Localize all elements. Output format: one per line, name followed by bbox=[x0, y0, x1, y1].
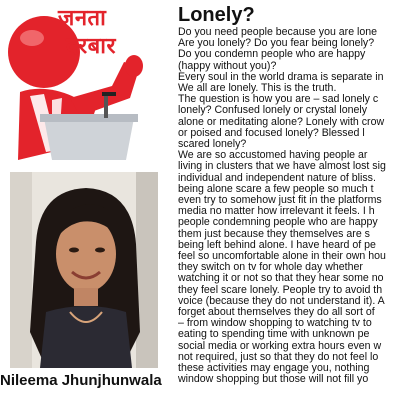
body-line: these activities may engage you, nothing bbox=[178, 362, 370, 375]
body-line: Do you condemn people who are happy bbox=[178, 48, 366, 61]
article-headline: Lonely? bbox=[178, 4, 255, 26]
body-line: Do you need people because you are lone bbox=[178, 26, 378, 38]
body-line: or poised and focused lonely? Blessed l bbox=[178, 126, 365, 139]
body-line: eating to spending time with unknown pe bbox=[178, 328, 370, 341]
body-line: they switch on tv for whole day whether bbox=[178, 261, 363, 274]
body-line: even try to somehow just fit in the platforms bbox=[178, 194, 382, 207]
article-body bbox=[178, 27, 400, 386]
body-line: being left behind alone. I have heard of pe bbox=[178, 238, 376, 251]
masthead-title-line2: दरबार bbox=[66, 34, 116, 59]
body-line: scared lonely? bbox=[178, 138, 247, 151]
article bbox=[178, 4, 400, 400]
masthead bbox=[0, 0, 165, 165]
author-byline: Nileema Jhunjhunwala bbox=[0, 372, 162, 389]
body-line: not required, just so that they do not feel lo bbox=[178, 350, 379, 363]
body-line: alone or meditating alone? Lonely with crow bbox=[178, 115, 385, 128]
body-line: We are so accustomed having people ar bbox=[178, 149, 368, 162]
body-line: voice (because they do not understand it). A bbox=[178, 294, 385, 307]
body-line: We all are lonely. This is the truth. bbox=[178, 82, 337, 95]
body-line: Are you lonely? Do you fear being lonely? bbox=[178, 37, 375, 50]
body-line: window shopping but those will not fill yo bbox=[178, 373, 369, 386]
body-line: them just because they themselves are s bbox=[178, 227, 370, 240]
body-line: social media or working extra hours even w bbox=[178, 339, 382, 352]
body-line: – from window shopping to watching tv to bbox=[178, 317, 372, 330]
body-line: being alone scare a few people so much t bbox=[178, 182, 374, 195]
author-photo bbox=[10, 172, 158, 368]
body-line: media no matter how irrelevant it feels. I h bbox=[178, 205, 375, 218]
body-line: (happy without you)? bbox=[178, 59, 277, 72]
masthead-title-line1: जनता bbox=[58, 6, 107, 31]
body-line: individual and independent nature of bliss. bbox=[178, 171, 376, 184]
body-line: lonely? Confused lonely or crystal lonely bbox=[178, 104, 368, 117]
body-line: watching it or not so that they hear some no bbox=[178, 272, 384, 285]
body-line: forget about themselves they do all sort of bbox=[178, 306, 375, 319]
body-line: people condemning people who are happy bbox=[178, 216, 378, 229]
body-line: they feel scare lonely. People try to avoid th bbox=[178, 283, 383, 296]
body-line: feel so uncomfortable alone in their own hou bbox=[178, 250, 386, 263]
body-line: The question is how you are – sad lonely c bbox=[178, 93, 379, 106]
body-line: Every soul in the world drama is separate in bbox=[178, 70, 384, 83]
body-line: living in clusters that we have almost lost sig bbox=[178, 160, 386, 173]
